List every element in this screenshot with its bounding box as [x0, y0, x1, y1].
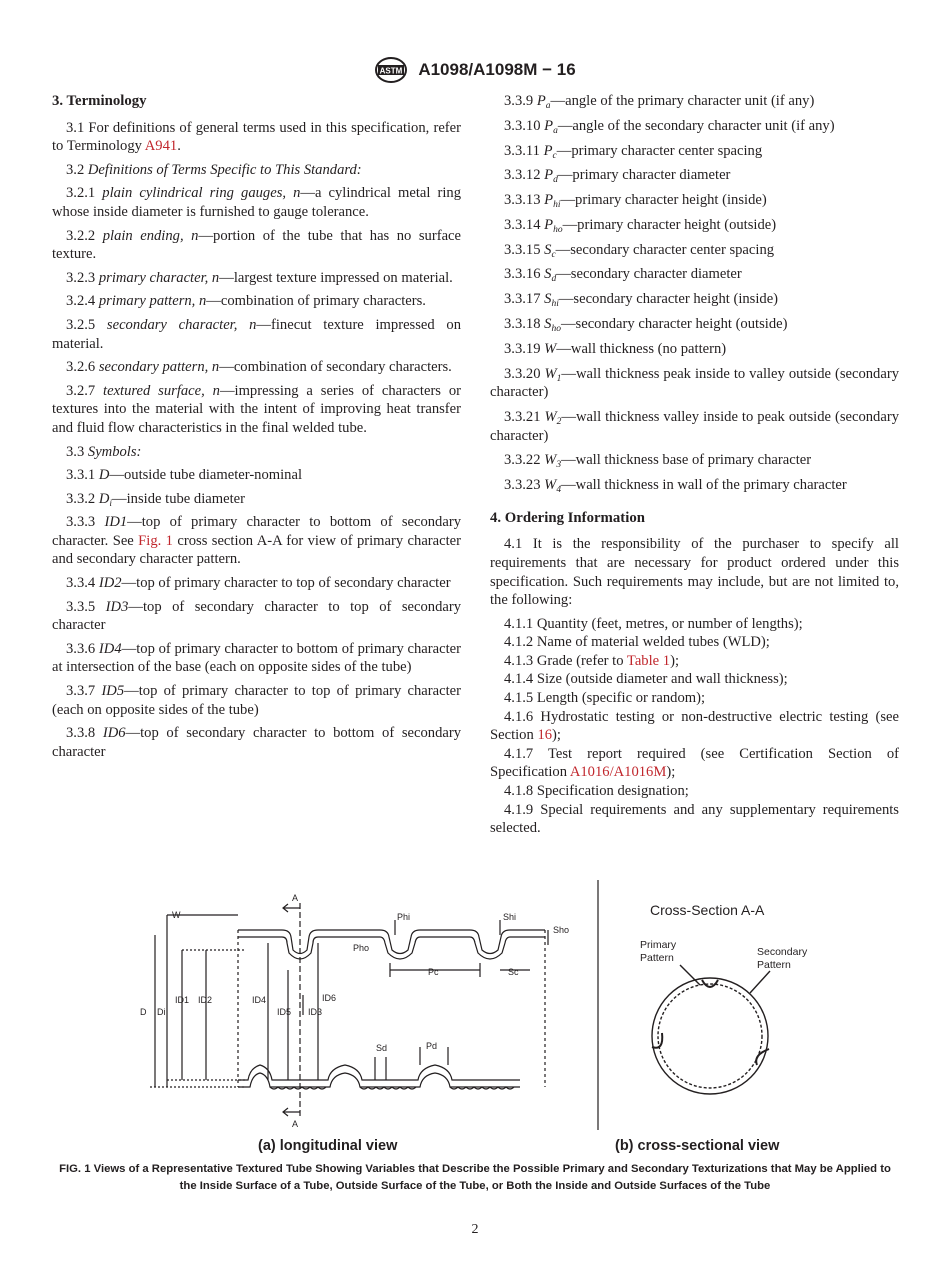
label-id2: ID2 — [198, 995, 213, 1005]
link-section-16[interactable]: 16 — [537, 727, 553, 744]
symbol-item: 3.3.19 W—wall thickness (no pattern) — [504, 340, 727, 357]
symbol-item: 3.3.16 $S_d—secondary$ character diameter — [504, 266, 742, 285]
para-3-3-4: 3.3.4 ID2—top of primary character to top of secondary character — [66, 575, 451, 592]
definition-item: 3.2.3 primary character, n—largest texture impressed on material. — [66, 269, 453, 286]
label-phi: Phi — [397, 912, 411, 922]
page-header — [0, 56, 950, 84]
definition-item: 3.2.5 secondary character, n—finecut texture impressed on material. — [52, 316, 461, 352]
para-4-1-6: 4.1.6 Hydrostatic testing or non-destructive electric testing (see Section 16); — [490, 708, 899, 744]
symbol-item: 3.3.12 $P_d—primary$ character diameter — [504, 167, 731, 186]
label-secondary: Secondary — [757, 946, 808, 958]
symbol-item: 3.3.23 $W_4—wall$ thickness in wall of the primary character — [504, 477, 847, 496]
label-secondary-pattern: Pattern — [757, 959, 791, 971]
para-4-1: 4.1 It is the responsibility of the purchaser to specify all requirements that are necessary for product ordered under this specification. Such requirements may include, but are not limited to, the following: — [490, 536, 899, 609]
symbol-item: 3.3.10 $P_a—angle$ of the secondary character unit (if any) — [504, 117, 835, 136]
symbol-item: 3.3.15 $S_c—secondary$ character center spacing — [504, 241, 775, 260]
symbol-item: 3.3.9 $P_a—angle$ of the primary character unit (if any) — [504, 93, 815, 111]
label-a-top: A — [292, 893, 299, 903]
label-pc: Pc — [428, 967, 439, 977]
symbols-list — [490, 92, 899, 495]
subcaption-b: (b) cross-sectional view — [615, 1138, 780, 1154]
symbol-item: 3.3.22 $W_3—wall$ thickness base of primary character — [504, 452, 812, 471]
standard-designation: A1098/A1098M − 16 — [418, 60, 576, 79]
para-4-1-3: 4.1.3 Grade (refer to Table 1); — [504, 652, 679, 669]
para-3-3-1: 3.3.1 D—outside tube diameter-nominal — [66, 467, 303, 484]
symbol-item: 3.3.13 $P_{hi}—primary$ character height (inside) — [504, 192, 767, 211]
label-shi: Shi — [503, 912, 517, 922]
label-id3: ID3 — [308, 1007, 323, 1017]
label-sho: Sho — [553, 925, 570, 935]
para-4-1-4: 4.1.4 Size (outside diameter and wall thickness); — [504, 671, 788, 688]
para-3-3-7: 3.3.7 ID5—top of primary character to top of primary character (each on opposite sides of the tube) — [52, 683, 461, 718]
label-sd: Sd — [376, 1043, 388, 1053]
para-4-1-9: 4.1.9 Special requirements and any supplementary requirements selected. — [490, 801, 899, 837]
label-w: W — [172, 910, 181, 920]
link-fig-1[interactable]: Fig. 1 — [138, 532, 173, 549]
label-a-bottom: A — [292, 1119, 299, 1129]
section-heading-ordering: 4. Ordering Information — [490, 509, 645, 526]
left-column — [52, 92, 461, 766]
longitudinal-view-labels — [140, 893, 569, 1129]
page-number: 2 — [471, 1222, 479, 1237]
link-a941[interactable]: A941 — [144, 138, 178, 155]
label-pd: Pd — [426, 1041, 438, 1051]
symbol-item: 3.3.17 $S_{hi}—secondary$ character height (inside) — [504, 291, 779, 310]
link-table-1[interactable]: Table 1 — [626, 652, 671, 669]
label-di: Di — [157, 1007, 166, 1017]
definition-item: 3.2.6 secondary pattern, n—combination of secondary characters. — [66, 359, 452, 376]
link-a1016[interactable]: A1016/A1016M — [569, 764, 667, 781]
astm-logo-icon — [374, 56, 408, 84]
section-heading-terminology: 3. Terminology — [52, 93, 147, 109]
label-primary: Primary — [640, 939, 677, 951]
symbol-item: 3.3.14 $P_{ho}—primary$ character height (outside) — [504, 216, 777, 235]
para-4-1-2: 4.1.2 Name of material welded tubes (WLD); — [504, 634, 770, 651]
figure-caption: FIG. 1 Views of a Representative Textured Tube Showing Variables that Describe the Possible Primary and Secondary Texturizations that May be Applied to the Inside Surface of a Tube, Outside Surface of the Tube, or Both the Inside and Outside Surfaces of the Tube — [59, 1163, 891, 1192]
symbol-item: 3.3.20 $W_1—wall$ thickness peak inside to valley outside (secondary character) — [490, 365, 899, 401]
symbol-item: 3.3.21 $W_2—wall$ thickness valley inside to peak outside (secondary character) — [490, 408, 899, 444]
para-4-1-7: 4.1.7 Test report required (see Certification Section of Specification A1016/A1016M); — [490, 745, 899, 781]
subcaption-a: (a) longitudinal view — [258, 1138, 398, 1154]
svg-text:ASTM: ASTM — [379, 66, 403, 76]
definition-item: 3.2.7 textured surface, n—impressing a series of characters or textures into the material with the intent of improving heat transfer and fluid flow characteristics in the final welded tube. — [52, 382, 461, 436]
cross-section-title: Cross-Section A-A — [650, 902, 765, 918]
cross-section-ring-drawing — [652, 965, 770, 1094]
para-3-1: 3.1 For definitions of general terms used in this specification, refer to Terminology A941. — [52, 119, 461, 155]
label-id5: ID5 — [277, 1007, 292, 1017]
label-id6: ID6 — [322, 993, 337, 1003]
right-column — [490, 92, 899, 838]
symbol-item: 3.3.11 $P_c—primary$ character center spacing — [504, 142, 763, 161]
para-3-3: 3.3 Symbols: — [66, 443, 142, 460]
longitudinal-view-drawing — [150, 903, 548, 1117]
definitions-list — [52, 184, 461, 437]
para-4-1-5: 4.1.5 Length (specific or random); — [504, 690, 706, 707]
definition-item: 3.2.1 plain cylindrical ring gauges, n—a cylindrical metal ring whose inside diameter is furnished to gauge tolerance. — [52, 185, 461, 220]
para-4-1-8: 4.1.8 Specification designation; — [504, 783, 689, 800]
label-primary-pattern: Pattern — [640, 952, 674, 964]
para-3-3-2: 3.3.2 $D_i—inside$ tube diameter — [66, 490, 245, 509]
definition-item: 3.2.2 plain ending, n—portion of the tube that has no surface texture. — [52, 227, 462, 263]
para-3-2: 3.2 Definitions of Terms Specific to This Standard: — [66, 161, 362, 178]
label-sc: Sc — [508, 967, 519, 977]
label-d: D — [140, 1007, 147, 1017]
label-id4: ID4 — [252, 995, 267, 1005]
label-pho: Pho — [353, 943, 370, 953]
para-4-1-1: 4.1.1 Quantity (feet, metres, or number of lengths); — [504, 615, 803, 632]
symbol-item: 3.3.18 $S_{ho}—secondary$ character height (outside) — [504, 316, 788, 335]
cross-section-view — [640, 902, 808, 1094]
para-3-3-3: 3.3.3 ID1—top of primary character to bottom of secondary character. See Fig. 1 cross section A-A for view of primary character and secondary character pattern. — [52, 514, 462, 568]
para-3-3-6: 3.3.6 ID4—top of primary character to bottom of primary character at intersection of the base (each on opposite sides of the tube) — [52, 640, 461, 676]
para-3-3-5: 3.3.5 ID3—top of secondary character to top of secondary character — [52, 598, 462, 634]
definition-item: 3.2.4 primary pattern, n—combination of primary characters. — [66, 293, 426, 310]
label-id1: ID1 — [175, 995, 190, 1005]
figure-1 — [0, 875, 950, 1165]
para-3-3-8: 3.3.8 ID6—top of secondary character to bottom of secondary character — [52, 725, 461, 760]
